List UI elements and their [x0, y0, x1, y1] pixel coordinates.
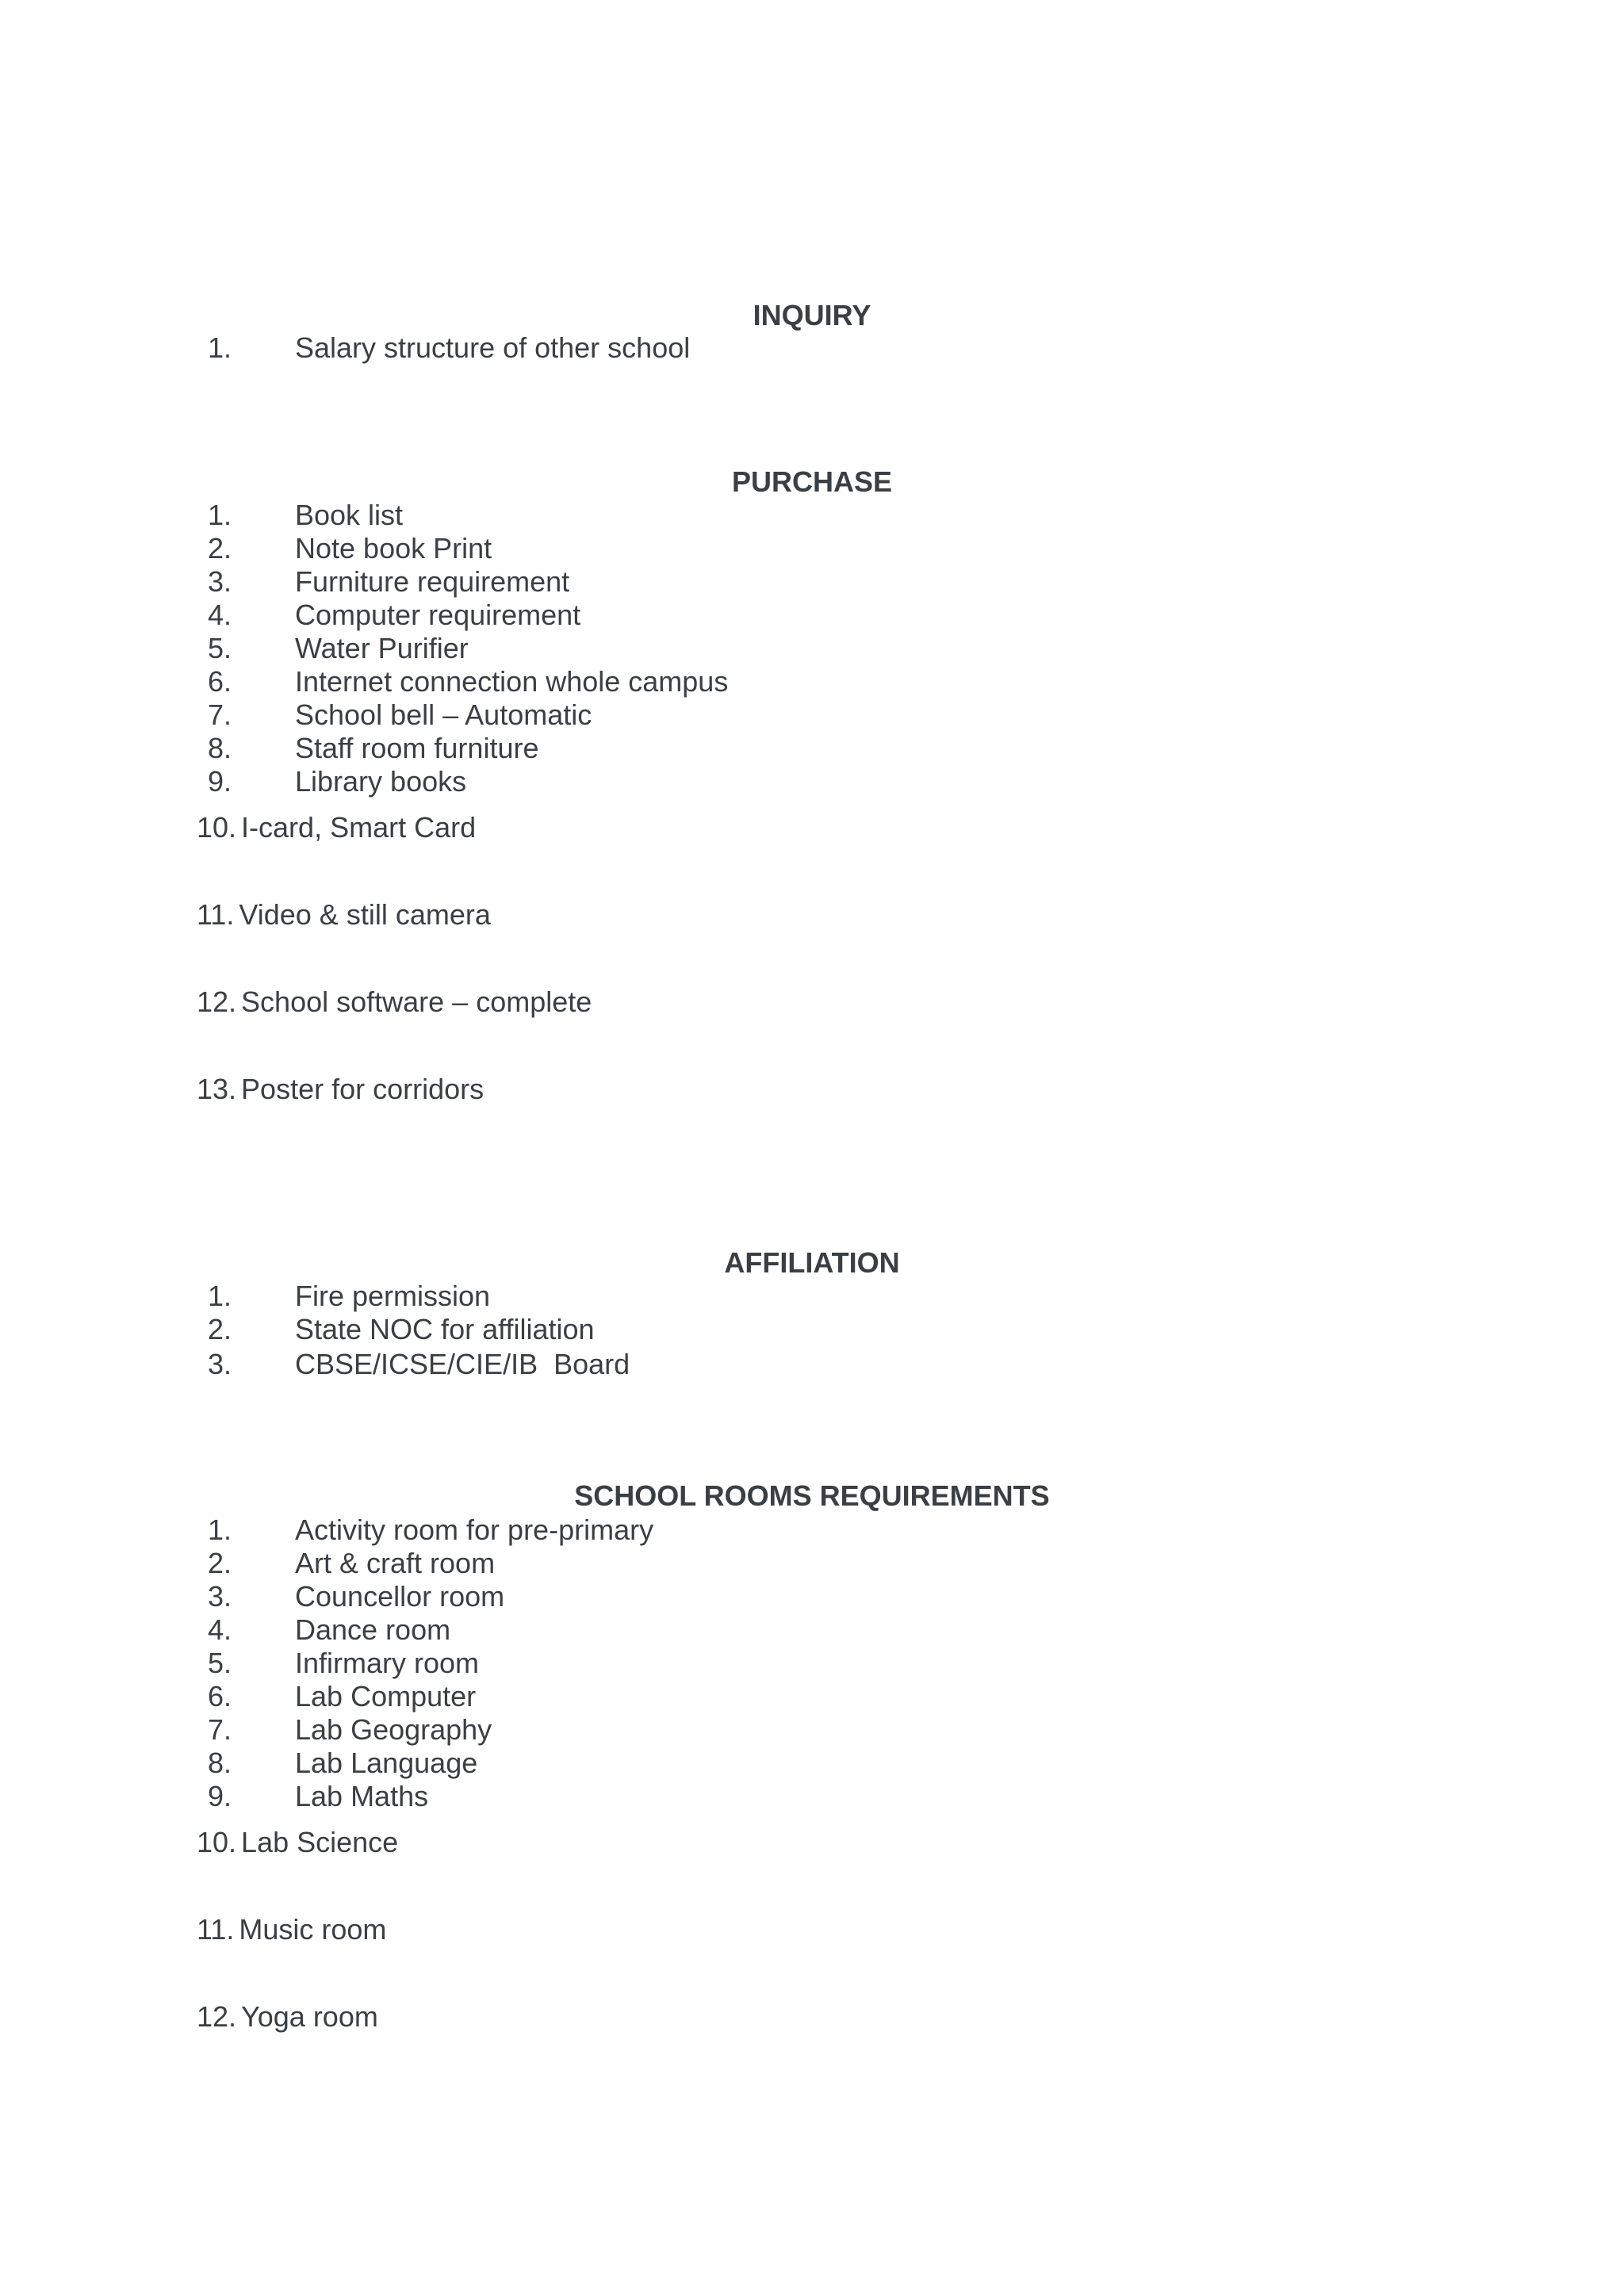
item-text: Video & still camera: [239, 898, 491, 931]
item-number: 3.: [208, 1580, 232, 1613]
item-number: 1.: [208, 331, 232, 364]
item-text: Dance room: [295, 1613, 451, 1646]
list-item: [197, 2000, 378, 2034]
item-number: 1.: [208, 499, 232, 531]
item-text: Lab Maths: [295, 1780, 429, 1812]
item-text: Lab Computer: [295, 1680, 477, 1712]
item-text: Note book Print: [295, 532, 492, 564]
item-number: 3.: [208, 565, 232, 598]
item-number: 5.: [208, 1647, 232, 1679]
item-text: Lab Geography: [295, 1713, 492, 1746]
item-text: Book list: [295, 499, 404, 531]
item-text: Art & craft room: [295, 1547, 496, 1579]
section-heading-inquiry: INQUIRY: [753, 299, 871, 331]
section-heading-purchase: PURCHASE: [731, 465, 893, 498]
item-text: Computer requirement: [295, 599, 581, 631]
item-text: School bell – Automatic: [295, 698, 592, 731]
item-number: 12.: [197, 985, 237, 1018]
item-number: 8.: [208, 732, 232, 764]
item-text: Salary structure of other school: [295, 331, 691, 364]
item-text: Furniture requirement: [295, 565, 570, 598]
item-text: Fire permission: [295, 1280, 491, 1312]
item-text: Poster for corridors: [241, 1073, 485, 1105]
item-number: 2.: [208, 532, 232, 564]
item-number: 9.: [208, 1780, 232, 1812]
item-number: 9.: [208, 765, 232, 798]
item-number: 4.: [208, 1613, 232, 1646]
item-number: 13.: [197, 1073, 237, 1105]
item-number: 1.: [208, 1513, 232, 1546]
list-item: [197, 811, 476, 844]
item-text: Water Purifier: [295, 632, 469, 664]
item-text: Internet connection whole campus: [295, 665, 729, 698]
item-number: 7.: [208, 698, 232, 731]
list-item: [197, 1073, 484, 1106]
item-number: 11.: [197, 1913, 235, 1946]
list-item: [197, 1826, 398, 1859]
item-number: 2.: [208, 1313, 232, 1345]
item-text: Music room: [239, 1913, 387, 1946]
list-item: [197, 1913, 386, 1946]
item-text: Infirmary room: [295, 1647, 480, 1679]
item-text: Activity room for pre-primary: [295, 1513, 654, 1546]
section-heading-school-rooms: SCHOOL ROOMS REQUIREMENTS: [574, 1479, 1050, 1512]
item-number: 6.: [208, 1680, 232, 1712]
item-text: State NOC for affiliation: [295, 1313, 595, 1345]
item-number: 11.: [197, 898, 235, 931]
item-text: Staff room furniture: [295, 732, 539, 764]
item-number: 2.: [208, 1547, 232, 1579]
item-text: Lab Language: [295, 1747, 478, 1779]
item-text: Councellor room: [295, 1580, 505, 1613]
item-text: I-card, Smart Card: [241, 811, 477, 844]
item-text: Library books: [295, 765, 467, 798]
section-heading-affiliation: AFFILIATION: [724, 1246, 900, 1279]
item-number: 1.: [208, 1280, 232, 1312]
item-number: 12.: [197, 2000, 237, 2033]
item-text: Yoga room: [241, 2000, 378, 2033]
list-item: [197, 985, 592, 1019]
item-number: 3.: [208, 1348, 232, 1380]
item-number: 8.: [208, 1747, 232, 1779]
item-number: 10.: [197, 1826, 237, 1858]
item-number: 10.: [197, 811, 237, 844]
item-text: School software – complete: [241, 985, 592, 1018]
item-number: 6.: [208, 665, 232, 698]
item-text: CBSE/ICSE/CIE/IB Board: [295, 1348, 630, 1380]
item-number: 5.: [208, 632, 232, 664]
item-number: 4.: [208, 599, 232, 631]
item-number: 7.: [208, 1713, 232, 1746]
list-item: [197, 898, 491, 932]
item-text: Lab Science: [241, 1826, 399, 1858]
